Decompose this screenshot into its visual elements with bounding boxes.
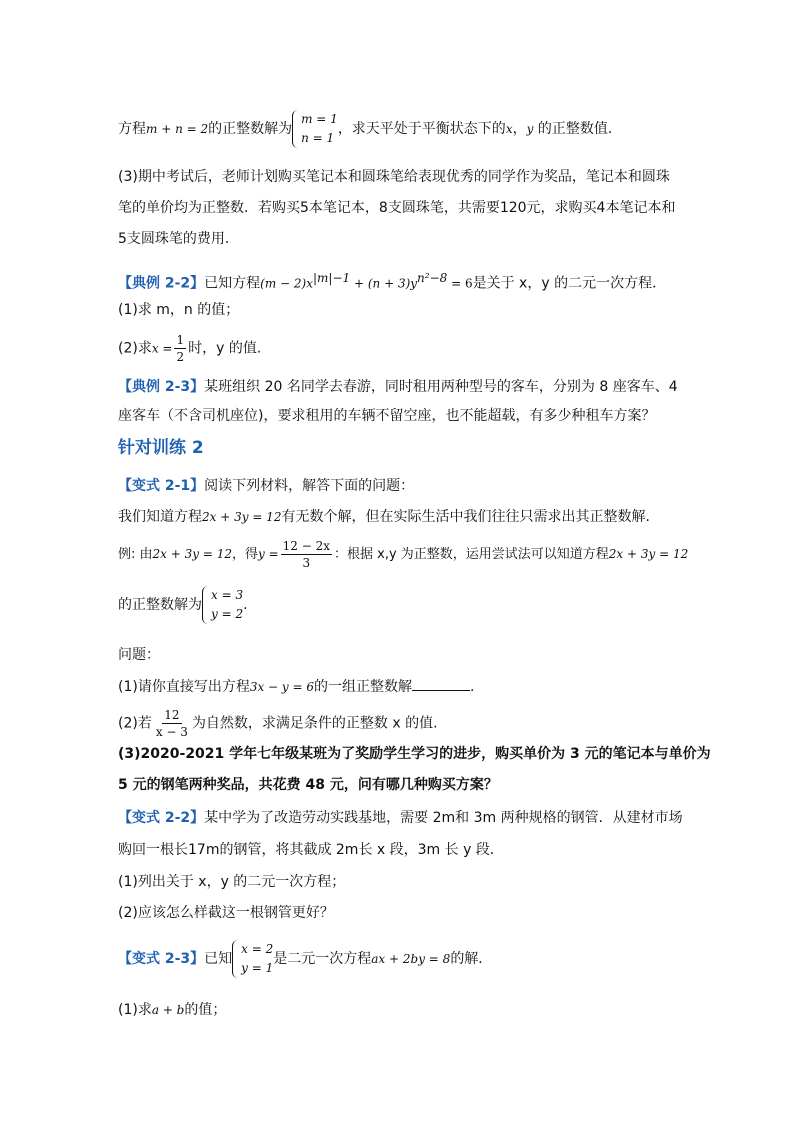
- p1-pre: 方程: [118, 121, 146, 137]
- v23-post: 的解．: [450, 951, 493, 967]
- ex22-tag: 【典例 2-2】: [118, 275, 205, 292]
- v23-pre: 已知: [204, 951, 233, 967]
- v23-eq: ax + 2by = 8: [371, 952, 451, 966]
- p1-line: [118, 110, 612, 148]
- p1-post1: ，求天平处于平衡状态下的: [337, 121, 506, 137]
- v21-tag: 【变式 2-1】: [118, 478, 205, 494]
- v23-system: [232, 940, 273, 978]
- v21-line2: [118, 538, 688, 571]
- v22-q2: (2)应该怎么样截这一根钢管更好？: [118, 905, 334, 921]
- ex22-term1: (m − 2)x: [260, 276, 313, 291]
- v21-q2-fraction: [154, 707, 190, 740]
- p3-line1: (3)期中考试后，老师计划购买笔记本和圆珠笔给表现优秀的同学作为奖品，笔记本和圆珠: [118, 169, 670, 185]
- p1-x: x: [505, 122, 513, 136]
- answer-blank[interactable]: [412, 676, 470, 691]
- ex22-line: [118, 268, 666, 294]
- ex22-q2-post: 时，y 的值.: [188, 340, 262, 357]
- ex23-tag: 【典例 2-3】: [118, 379, 205, 395]
- p1-mid: 的正整数解为: [208, 121, 293, 137]
- ex23-text1: 某班组织 20 名同学去春游，同时租用两种型号的客车，分别为 8 座客车、4: [204, 379, 678, 395]
- p1-system: [292, 110, 338, 148]
- v22-text1: 某中学为了改造劳动实践基地，需要 2m和 3m 两种规格的钢管．从建材市场: [204, 810, 683, 826]
- v21-l2-eq2: 2x + 3y = 12: [608, 547, 689, 561]
- v23-line: [118, 940, 492, 978]
- v23-tag: 【变式 2-3】: [118, 951, 205, 967]
- ex22-pre: 已知方程: [204, 275, 261, 292]
- v21-l3-system: [202, 586, 243, 624]
- v21-sys-row2: y = 2: [211, 607, 244, 621]
- p1-post2: 的正整数值.: [537, 121, 613, 137]
- v21-l2-eq: 2x + 3y = 12: [152, 547, 232, 561]
- v21-l2-c: ：根据 x,y 为正整数，运用尝试法可以知道方程: [334, 547, 609, 562]
- v23-q1-post: 的值；: [184, 1002, 227, 1018]
- v21-q2-post: 为自然数，求满足条件的正整数 x 的值.: [191, 715, 438, 732]
- ex22-term2: (n + 3)y: [367, 276, 418, 291]
- v23-q1: [118, 1000, 226, 1020]
- v21-q1-pre: (1)请你直接写出方程: [118, 679, 250, 695]
- v21-sys-row1: x = 3: [211, 588, 244, 602]
- v21-wenti: 问题：: [118, 647, 160, 663]
- p1-sep: ，: [512, 121, 527, 137]
- ex22-q2-fraction: [174, 332, 186, 365]
- v23-q1-pre: (1)求: [118, 1002, 152, 1018]
- p1-y: y: [526, 122, 534, 136]
- section-heading: 针对训练 2: [118, 438, 204, 458]
- ex22-post: 是关于 x，y 的二元一次方程．: [472, 275, 667, 292]
- v21-q2-pre: (2)若: [118, 715, 152, 732]
- v21-q1-post: 的一组正整数解: [314, 679, 413, 695]
- v21-l2-fraction: [281, 538, 332, 571]
- v22-line1: [118, 808, 683, 828]
- v21-q1-eq: 3x − y = 6: [249, 680, 315, 694]
- v23-sys-row2: y = 1: [241, 961, 274, 975]
- v21-q1-end: .: [470, 679, 475, 695]
- v22-line2: 购回一根长17m的钢管，将其截成 2m长 x 段，3m 长 y 段．: [118, 842, 504, 858]
- fraction-denominator: 2: [176, 350, 185, 364]
- p3-line2: 笔的单价均为正整数．若购买5本笔记本，8支圆珠笔，共需要120元，求购买4本笔记本和: [118, 200, 676, 216]
- v21-l3-post: .: [243, 597, 248, 613]
- v21-l3-pre: 的正整数解为: [118, 597, 202, 613]
- v22-tag: 【变式 2-2】: [118, 810, 205, 826]
- ex23-line1: [118, 377, 678, 397]
- ex22-exp1: |m|−1: [313, 271, 351, 285]
- p1-sys-row2: n = 1: [301, 131, 335, 145]
- v21-q3-line2: 5 元的钢笔两种奖品，共花费 48 元，问有哪几种购买方案？: [118, 777, 498, 793]
- ex22-q2-x: x =: [151, 341, 173, 356]
- ex22-rhs: = 6: [447, 276, 473, 291]
- v21-q1: [118, 676, 474, 697]
- v23-sys-row1: x = 2: [241, 942, 274, 956]
- ex23-line2: 座客车（不含司机座位)，要求租用的车辆不留空座，也不能超载，有多少种租车方案？: [118, 408, 656, 424]
- ex22-exp2: n²−8: [417, 271, 448, 285]
- v21-l2-y: y =: [257, 547, 279, 561]
- fraction-denominator: x − 3: [155, 725, 188, 739]
- v21-q2: [118, 707, 438, 740]
- v21-l1-post: 有无数个解，但在实际生活中我们往往只需求出其正整数解．: [281, 509, 660, 525]
- v22-q1: (1)列出关于 x，y 的二元一次方程；: [118, 874, 346, 890]
- ex22-q2-pre: (2)求: [118, 340, 152, 357]
- fraction-numerator: 12 − 2x: [282, 539, 330, 553]
- v21-intro: 阅读下列材料，解答下面的问题：: [204, 478, 415, 494]
- v21-intro-line: [118, 476, 414, 496]
- p1-sys-row1: m = 1: [301, 112, 338, 126]
- v21-line1: [118, 507, 659, 527]
- v21-l2-b: ，得: [231, 547, 258, 562]
- ex22-plus: +: [350, 276, 368, 291]
- v21-line3: [118, 586, 248, 624]
- ex22-q1: (1)求 m，n 的值；: [118, 302, 240, 318]
- v21-l2-a: 例: 由: [118, 547, 153, 562]
- fraction-numerator: 1: [176, 333, 185, 347]
- fraction-numerator: 12: [164, 708, 180, 722]
- v21-q3-line1: (3)2020-2021 学年七年级某班为了奖励学生学习的进步，购买单价为 3 元的笔记本与单价为: [118, 746, 711, 762]
- v23-mid: 是二元一次方程: [273, 951, 372, 967]
- fraction-denominator: 3: [302, 556, 311, 570]
- v21-l1-pre: 我们知道方程: [118, 509, 202, 525]
- p3-line3: 5支圆珠笔的费用.: [118, 231, 230, 247]
- v21-l1-eq: 2x + 3y = 12: [202, 510, 282, 524]
- ex22-q2: [118, 332, 261, 365]
- v23-q1-eq: a + b: [151, 1003, 185, 1017]
- p1-eq: m + n = 2: [146, 122, 209, 136]
